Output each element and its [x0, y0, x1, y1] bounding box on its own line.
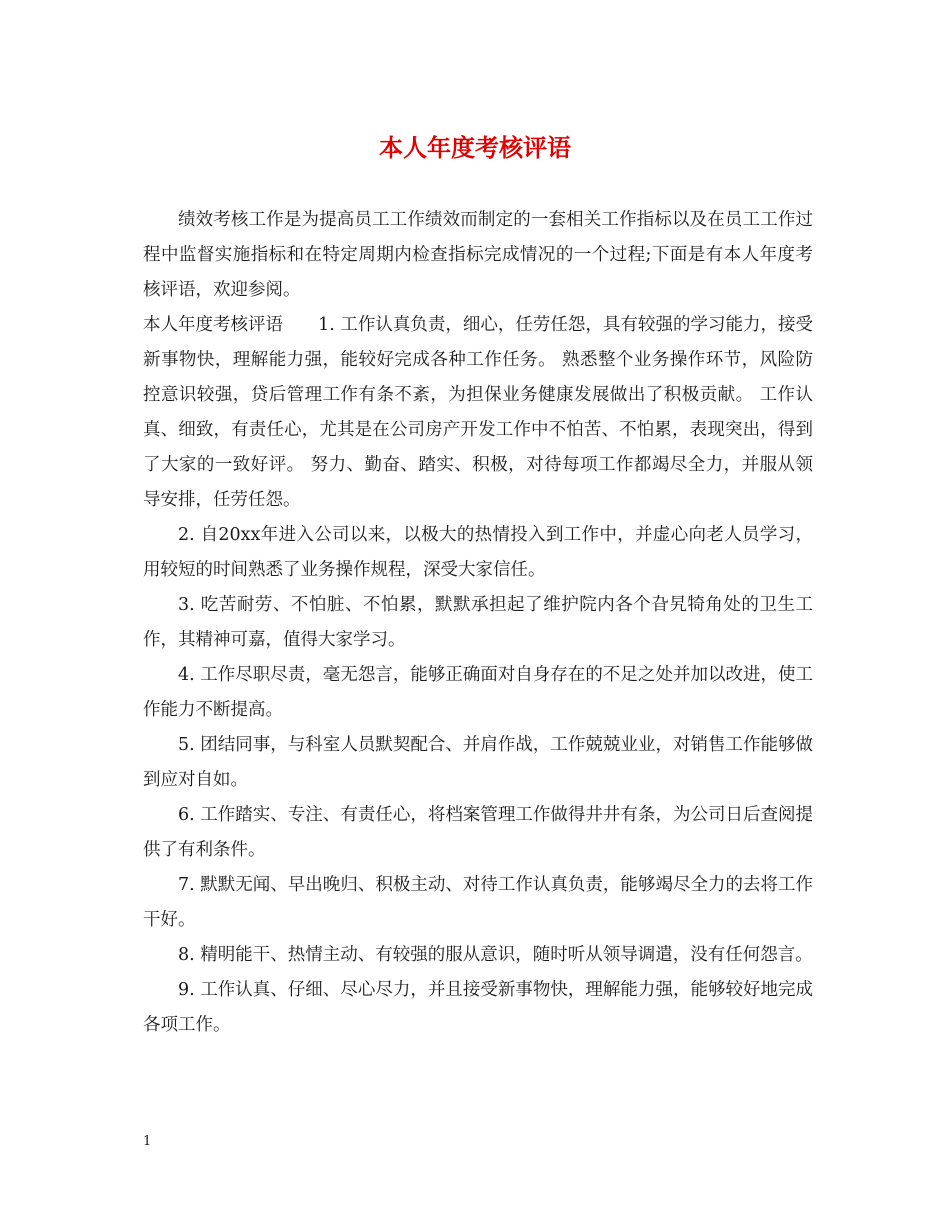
document-title: 本人年度考核评语	[379, 133, 571, 162]
evaluation-item-2: 2. 自20xx年进入公司以来，以极大的热情投入到工作中，并虚心向老人员学习，用较短的时间熟悉了业务操作规程，深受大家信任。	[143, 525, 813, 580]
evaluation-item-8: 8. 精明能干、热情主动、有较强的服从意识，随时听从领导调遣，没有任何怨言。	[178, 945, 813, 965]
evaluation-item-5: 5. 团结同事，与科室人员默契配合、并肩作战，工作兢兢业业，对销售工作能够做到应对自如。	[143, 735, 813, 790]
evaluation-item-9: 9. 工作认真、仔细、尽心尽力，并且接受新事物快，理解能力强，能够较好地完成各项工作。	[143, 980, 813, 1035]
document-body	[143, 203, 813, 1043]
intro-paragraph: 绩效考核工作是为提高员工工作绩效而制定的一套相关工作指标以及在员工工作过程中监督实施指标和在特定周期内检查指标完成情况的一个过程;下面是有本人年度考核评语，欢迎参阅。	[143, 210, 813, 300]
evaluation-item-4: 4. 工作尽职尽责，毫无怨言，能够正确面对自身存在的不足之处并加以改进，使工作能力不断提高。	[143, 665, 813, 720]
evaluation-item-1: 本人年度考核评语 1. 工作认真负责，细心，任劳任怨，具有较强的学习能力，接受新事物快，理解能力强，能较好完成各种工作任务。 熟悉整个业务操作环节，风险防控意识较强，贷后管理工作有条不紊，为担保业务健康发展做出了积极贡献。 工作认真、细致，有责任心，尤其是在公司房产开发工作中不怕苦、不怕累，表现突出，得到了大家的一致好评。 努力、勤奋、踏实、积极，对待每项工作都竭尽全力，并服从领导安排，任劳任怨。	[143, 315, 813, 510]
evaluation-item-6: 6. 工作踏实、专注、有责任心，将档案管理工作做得井井有条，为公司日后查阅提供了有利条件。	[143, 805, 813, 860]
page-number: 1	[143, 1134, 152, 1149]
evaluation-item-3: 3. 吃苦耐劳、不怕脏、不怕累，默默承担起了维护院内各个旮旯犄角处的卫生工作，其精神可嘉，值得大家学习。	[143, 595, 813, 650]
evaluation-item-7: 7. 默默无闻、早出晚归、积极主动、对待工作认真负责，能够竭尽全力的去将工作干好。	[143, 875, 813, 930]
